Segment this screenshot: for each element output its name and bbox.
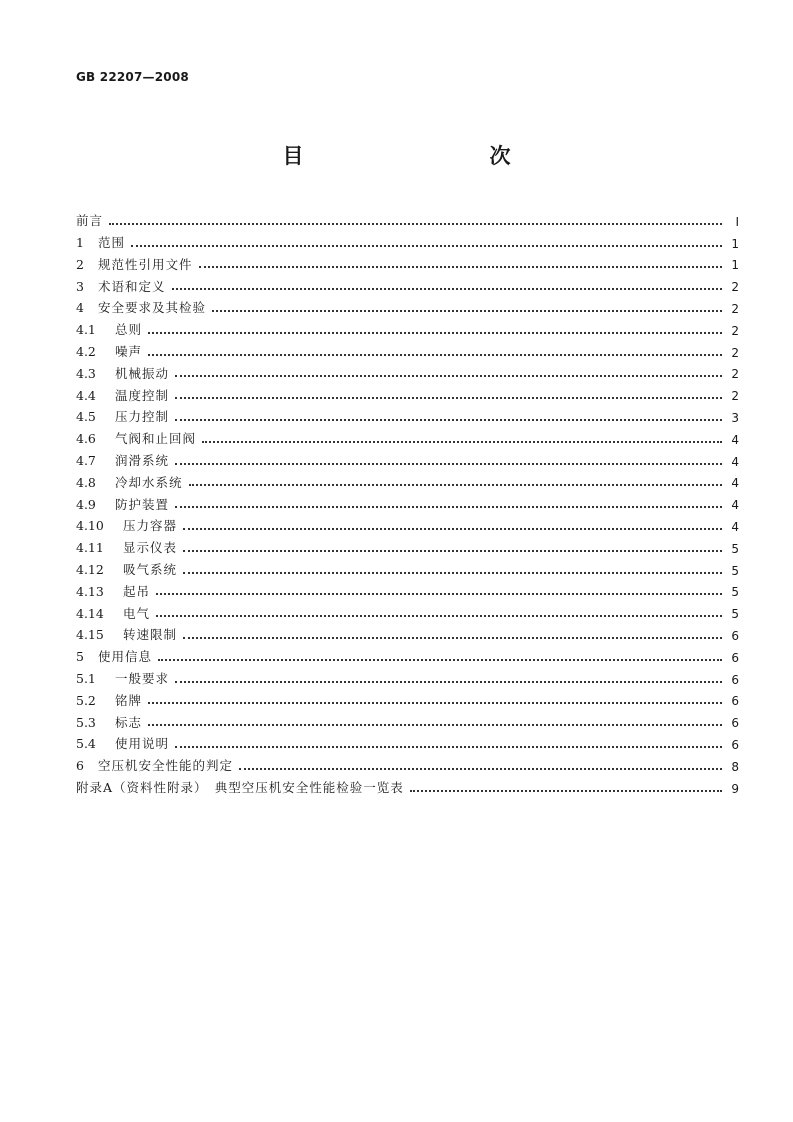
toc-entry-page: 6 (731, 650, 739, 665)
toc-entry-label: 总则 (115, 322, 143, 338)
dot-leader (131, 245, 722, 247)
toc-entry-page: 4 (731, 432, 739, 447)
toc-entry-label: 空压机安全性能的判定 (98, 758, 234, 774)
toc-entry-page: 5 (731, 563, 739, 578)
toc-entry-page: Ⅰ (735, 214, 739, 229)
toc-entry-information-for-use[interactable] (76, 642, 739, 664)
dot-leader (156, 593, 722, 595)
toc-entry-4-9[interactable] (76, 489, 739, 511)
toc-entry-page: 2 (731, 280, 739, 295)
dot-leader (183, 550, 722, 552)
toc-entry-page: 4 (731, 476, 739, 491)
toc-entry-number: 4 (76, 300, 84, 316)
toc-entry-label: 使用说明 (115, 736, 170, 752)
toc-entry-4-13[interactable] (76, 577, 739, 599)
toc-entry-page: 6 (731, 694, 739, 709)
toc-entry-number: 4.5 (76, 409, 96, 425)
toc-entry-label: 术语和定义 (98, 278, 166, 294)
toc-entry-number: 4.6 (76, 431, 96, 447)
toc-entry-page: 4 (731, 519, 739, 534)
toc-entry-4-1[interactable] (76, 315, 739, 337)
toc-entry-number: 4.13 (76, 583, 104, 599)
toc-entry-label: 噪声 (115, 344, 143, 360)
dot-leader (172, 288, 722, 290)
toc-entry-label: 使用信息 (98, 649, 153, 665)
toc-entry-label: 范围 (98, 235, 126, 251)
toc-entry-4-2[interactable] (76, 337, 739, 359)
toc-entry-label: 安全要求及其检验 (98, 300, 207, 316)
toc-entry-4-7[interactable] (76, 446, 739, 468)
toc-entry-number: 4.12 (76, 562, 104, 578)
toc-entry-label: 机械振动 (115, 365, 170, 381)
toc-entry-number: 1 (76, 235, 84, 251)
toc-entry-label: 压力容器 (123, 518, 178, 534)
toc-entry-number: 4.2 (76, 344, 96, 360)
standard-code: GB 22207—2008 (76, 70, 189, 84)
toc-entry-number: 5.3 (76, 714, 96, 730)
dot-leader (148, 724, 722, 726)
toc-entry-terms-definitions[interactable] (76, 271, 739, 293)
toc-entry-label: 吸气系统 (123, 562, 178, 578)
dot-leader (148, 702, 722, 704)
dot-leader (183, 572, 722, 574)
dot-leader (202, 441, 722, 443)
toc-entry-label: 附录A（资料性附录） 典型空压机安全性能检验一览表 (76, 780, 404, 796)
dot-leader (183, 637, 722, 639)
toc-entry-label: 规范性引用文件 (98, 256, 193, 272)
toc-entry-number: 5.2 (76, 692, 96, 708)
dot-leader (189, 484, 722, 486)
toc-entry-page: 4 (731, 498, 739, 513)
toc-entry-page: 2 (731, 367, 739, 382)
toc-entry-number: 4.9 (76, 496, 96, 512)
toc-entry-label: 起吊 (123, 583, 151, 599)
toc-entry-annex-a[interactable] (76, 773, 739, 795)
dot-leader (175, 746, 722, 748)
toc-entry-4-11[interactable] (76, 533, 739, 555)
toc-entry-5-3[interactable] (76, 707, 739, 729)
toc-entry-label: 温度控制 (115, 387, 170, 403)
toc-entry-number: 4.1 (76, 322, 96, 338)
toc-entry-label: 电气 (123, 605, 151, 621)
toc-entry-number: 2 (76, 256, 84, 272)
dot-leader (175, 375, 722, 377)
toc-entry-safety-requirements[interactable] (76, 293, 739, 315)
dot-leader (410, 790, 722, 792)
toc-entry-number: 4.15 (76, 627, 104, 643)
toc-entry-label: 压力控制 (115, 409, 170, 425)
toc-entry-page: 6 (731, 628, 739, 643)
toc-entry-page: 6 (731, 672, 739, 687)
toc-entry-number: 5.4 (76, 736, 96, 752)
dot-leader (175, 506, 722, 508)
toc-entry-4-10[interactable] (76, 511, 739, 533)
toc-entry-4-5[interactable] (76, 402, 739, 424)
toc-entry-page: 2 (731, 345, 739, 360)
toc-entry-number: 4.7 (76, 453, 96, 469)
toc-entry-page: 5 (731, 607, 739, 622)
dot-leader (158, 659, 722, 661)
toc-entry-label: 铭牌 (115, 692, 143, 708)
toc-entry-5-2[interactable] (76, 686, 739, 708)
dot-leader (239, 768, 722, 770)
toc-entry-page: 4 (731, 454, 739, 469)
toc-entry-scope[interactable] (76, 228, 739, 250)
dot-leader (109, 223, 722, 225)
toc-entry-number: 6 (76, 758, 84, 774)
toc-entry-page: 2 (731, 389, 739, 404)
toc-entry-safety-assessment[interactable] (76, 751, 739, 773)
toc-entry-4-14[interactable] (76, 598, 739, 620)
toc-entry-page: 6 (731, 737, 739, 752)
toc-entry-page: 6 (731, 716, 739, 731)
dot-leader (183, 528, 722, 530)
page-title: 目 次 (282, 144, 559, 168)
toc-entry-number: 5.1 (76, 671, 96, 687)
dot-leader (175, 681, 722, 683)
toc-entry-4-15[interactable] (76, 620, 739, 642)
toc-entry-number: 4.4 (76, 387, 96, 403)
toc-entry-number: 5 (76, 649, 84, 665)
toc-entry-page: 2 (731, 301, 739, 316)
toc-entry-number: 4.3 (76, 365, 96, 381)
dot-leader (156, 615, 722, 617)
toc-entry-number: 4.14 (76, 605, 104, 621)
toc-entry-page: 2 (731, 323, 739, 338)
toc-entry-number: 4.10 (76, 518, 104, 534)
dot-leader (199, 266, 722, 268)
toc-entry-label: 转速限制 (123, 627, 178, 643)
toc-entry-number: 3 (76, 278, 84, 294)
dot-leader (175, 419, 722, 421)
toc-entry-page: 1 (731, 236, 739, 251)
toc-entry-page: 8 (731, 759, 739, 774)
toc-entry-page: 1 (731, 258, 739, 273)
toc-entry-number: 4.8 (76, 474, 96, 490)
toc-entry-label: 标志 (115, 714, 143, 730)
toc-entry-5-4[interactable] (76, 729, 739, 751)
toc-entry-label: 润滑系统 (115, 453, 170, 469)
dot-leader (148, 354, 722, 356)
toc-entry-label: 冷却水系统 (115, 474, 183, 490)
toc-entry-page: 9 (731, 781, 739, 796)
toc-entry-number: 4.11 (76, 540, 104, 556)
toc-entry-foreword[interactable] (76, 206, 739, 228)
toc-entry-4-4[interactable] (76, 380, 739, 402)
toc-entry-label: 显示仪表 (123, 540, 178, 556)
toc-entry-4-12[interactable] (76, 555, 739, 577)
dot-leader (148, 332, 722, 334)
toc-entry-4-6[interactable] (76, 424, 739, 446)
toc-entry-page: 3 (731, 410, 739, 425)
dot-leader (212, 310, 722, 312)
toc-entry-page: 5 (731, 585, 739, 600)
toc-entry-5-1[interactable] (76, 664, 739, 686)
toc-entry-normative-references[interactable] (76, 250, 739, 272)
toc-entry-label: 前言 (76, 213, 104, 229)
table-of-contents (76, 206, 739, 795)
toc-entry-label: 防护装置 (115, 496, 170, 512)
dot-leader (175, 463, 722, 465)
dot-leader (175, 397, 722, 399)
toc-entry-page: 5 (731, 541, 739, 556)
toc-entry-4-8[interactable] (76, 468, 739, 490)
toc-entry-label: 一般要求 (115, 671, 170, 687)
toc-entry-label: 气阀和止回阀 (115, 431, 197, 447)
toc-entry-4-3[interactable] (76, 359, 739, 381)
